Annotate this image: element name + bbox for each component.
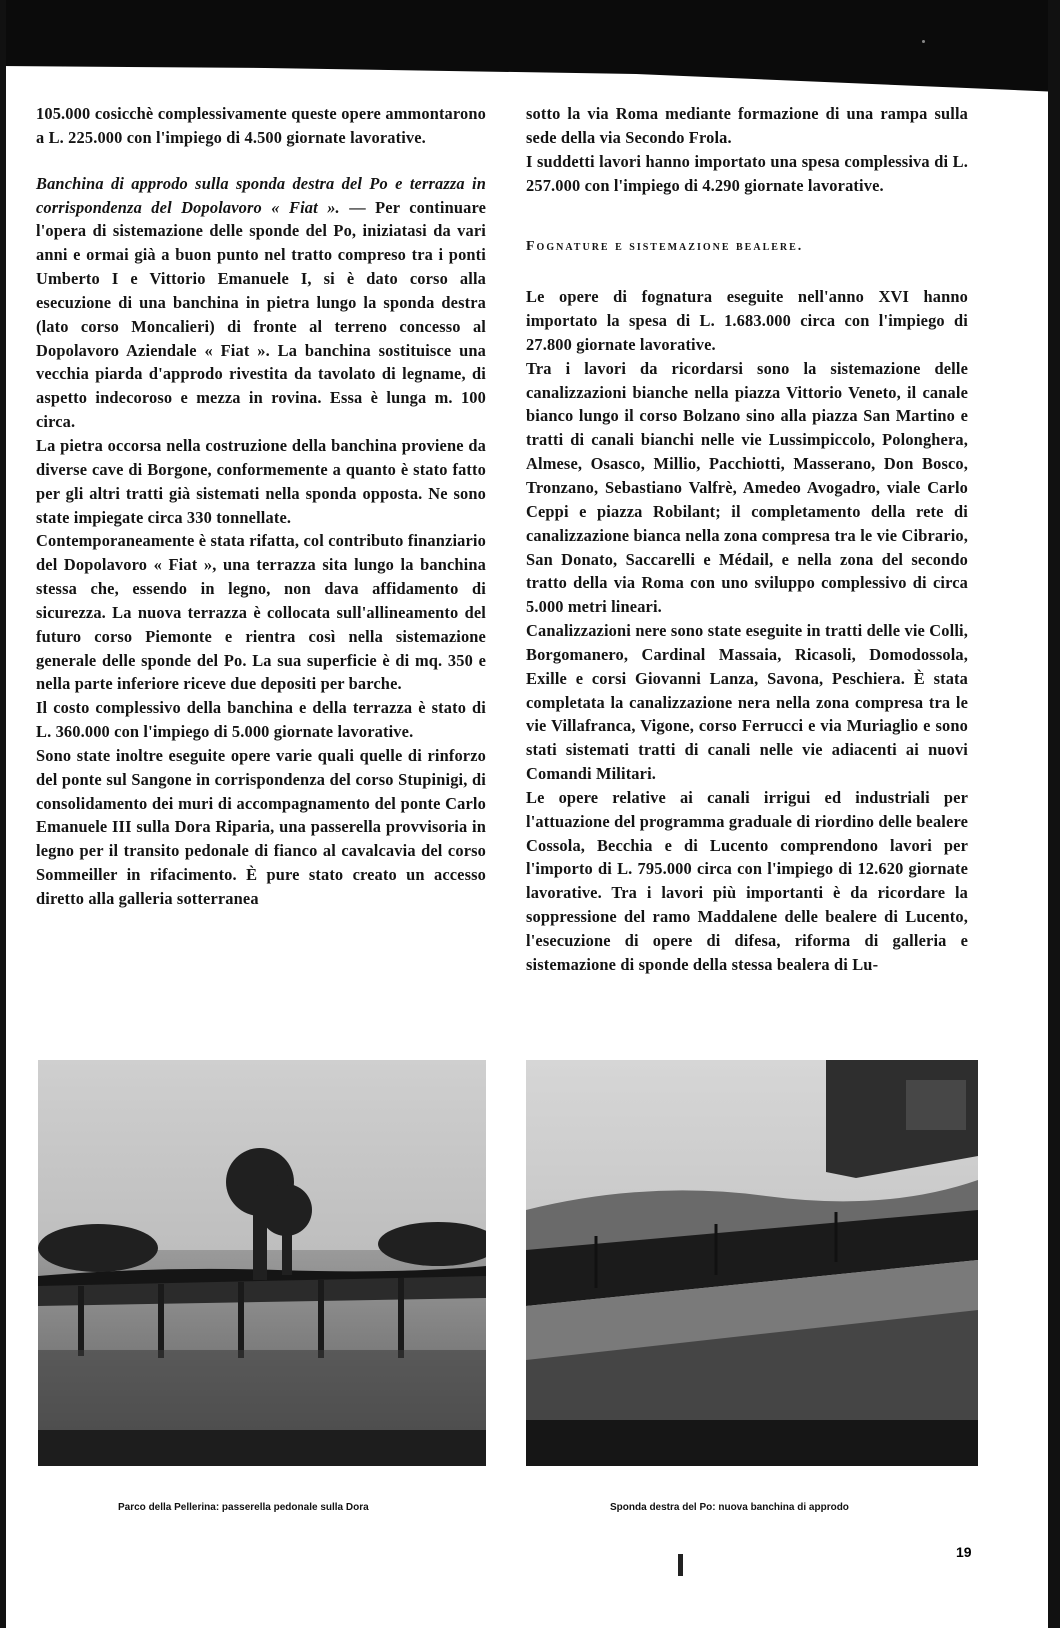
photo-banchina-po [526, 1060, 978, 1466]
left-paragraph-1: 105.000 cosicchè complessivamente queste opere ammontarono a L. 225.000 con l'impiego di 4.500 giornate lavorative. [36, 104, 486, 147]
left-photo-caption: Parco della Pellerina: passerella pedonale sulla Dora [118, 1502, 369, 1513]
left-paragraph-2: — Per continuare l'opera di sistemazione delle sponde del Po, iniziatasi da vari anni e ormai già a buon punto nel tratto compreso tra i ponti Umberto I e Vittorio Emanuele I, si è dato corso alla esecuzione di una banchina in pietra lungo la sponda destra (lato corso Moncalieri) di fronte al terreno concesso al Dopolavoro Aziendale « Fiat ». La banchina sostituisce una vecchia piarda d'approdo rivestita da tavolato di legname, di aspetto indecoroso e mezza in rovina. Essa è lunga m. 100 circa. [36, 197, 486, 432]
right-paragraph-4: Tra i lavori da ricordarsi sono la sistemazione delle canalizzazioni bianche nella piazza Vittorio Veneto, il canale bianco lungo il corso Bolzano sino alla piazza San Martino e tratti di canali bianchi nelle vie Lussimpiccolo, Polonghera, Almese, Osasco, Millio, Pacchiotti, Masserano, Don Bosco, Tronzano, Sebastiano Valfrè, Amedeo Avogadro, viale Carlo Ceppi e piazza Robilant; il completamento della rete di canalizzazione bianca nella zona compresa tra le vie Cibrario, San Donato, Saccarelli e Médail, e nella zona del secondo tratto della via Roma con uno sviluppo complessivo di circa 5.000 metri lineari. [526, 358, 968, 617]
right-paragraph-1: sotto la via Roma mediante formazione di una rampa sulla sede della via Secondo Frola. [526, 104, 968, 147]
right-paragraph-6: Le opere relative ai canali irrigui ed industriali per l'attuazione del programma graduale di riordino delle bealere Cossola, Becchia e di Lucento comprendono lavori per l'importo di L. 795.000 circa con l'impiego di 12.620 giornate lavorative. Tra i lavori più importanti è da ricordare la soppressione del ramo Maddalene delle bealere di Lucento, l'esecuzione di opere di difesa, riforma di galleria e sistemazione di sponde della stessa bealera di Lu- [526, 787, 968, 974]
scan-speck [922, 40, 925, 43]
scan-left-border [0, 0, 6, 1628]
right-paragraph-2: I suddetti lavori hanno importato una spesa complessiva di L. 257.000 con l'impiego di 4.290 giornate lavorative. [526, 151, 968, 195]
scan-mark [678, 1554, 683, 1576]
left-section-paragraph [36, 172, 486, 434]
right-paragraph-3: Le opere di fognatura eseguite nell'anno XVI hanno importato la spesa di L. 1.683.000 circa con l'impiego di 27.800 giornate lavorative. [526, 287, 968, 354]
banchina-heading: Banchina di approdo sulla sponda destra del Po e terrazza in corrispondenza del Dopolavoro « Fiat ». [36, 173, 486, 217]
right-photo-caption: Sponda destra del Po: nuova banchina di approdo [610, 1502, 849, 1513]
left-paragraph-6: Sono state inoltre eseguite opere varie quali quelle di rinforzo del ponte sul Sangone in corrispondenza del corso Stupinigi, di consolidamento dei muri di accompagnamento del ponte Carlo Emanuele III sulla Dora Riparia, una passerella provvisoria in legno per il transito pedonale di fianco al cavalcavia del corso Sommeiller in rifacimento. È pure stato creato un accesso diretto alla galleria sotterranea [36, 745, 486, 908]
fognature-section-title: Fognature e sistemazione bealere. [526, 239, 804, 255]
right-paragraph-5: Canalizzazioni nere sono state eseguite in tratti delle vie Colli, Borgomanero, Cardinal Massaia, Ricasoli, Domodossola, Exille e corsi Giovanni Lanza, Savona, Peschiera. È stata completata la canalizzazione nera nella zona compresa tra le vie Villafranca, Vigone, corso Ferrucci e via Muriaglio e sono stati sistemati tratti di canali nelle vie adiacenti ai nuovi Comandi Militari. [526, 621, 968, 784]
left-paragraph-3: La pietra occorsa nella costruzione della banchina proviene da diverse cave di Borgone, conformemente a quanto è stato fatto per gli altri tratti già sistemati nella sponda opposta. Ne sono state impiegate circa 330 tonnellate. [36, 435, 486, 527]
scan-right-border [1048, 0, 1060, 1628]
page-number: 19 [956, 1544, 972, 1560]
left-paragraph-4: Contemporaneamente è stata rifatta, col contributo finanziario del Dopolavoro « Fiat », una terrazza sita lungo la banchina stessa che, essendo in legno, non dava affidamento di sicurezza. La nuova terrazza è collocata sull'allineamento del futuro corso Piemonte e rientra così nella sistemazione generale delle sponde del Po. La sua superficie è di mq. 350 e nella parte inferiore riceve due depositi per barche. [36, 531, 486, 694]
left-paragraph-5: Il costo complessivo della banchina e della terrazza è stato di L. 360.000 con l'impiego di 5.000 giornate lavorative. [36, 698, 486, 742]
right-text-column [526, 102, 968, 977]
left-text-column [36, 102, 486, 911]
scan-top-shadow [0, 52, 1060, 92]
photo-passerella-dora [38, 1060, 486, 1466]
